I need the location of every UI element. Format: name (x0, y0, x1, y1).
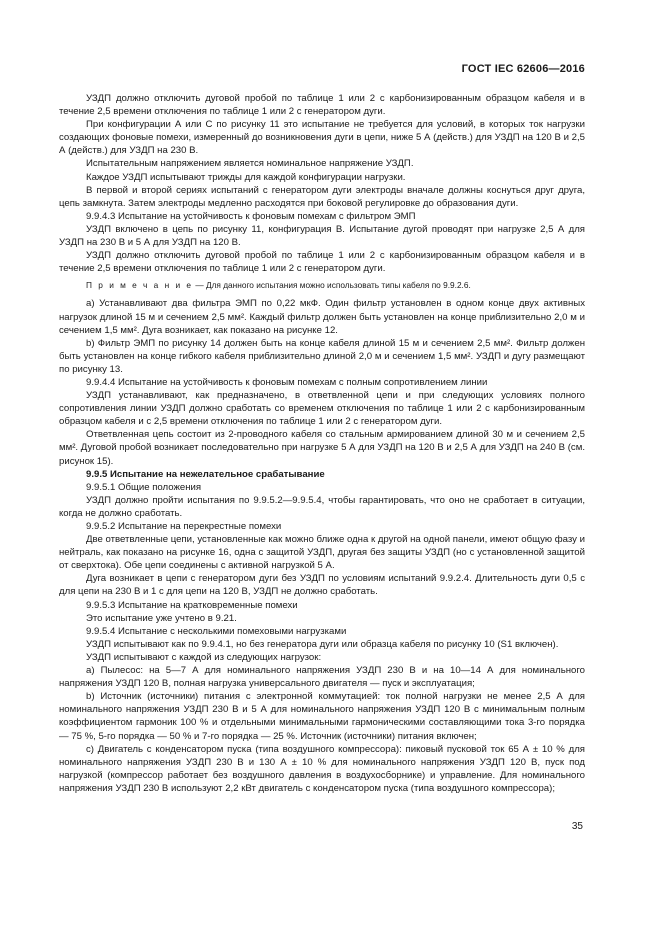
paragraph: УЗДП должно отключить дуговой пробой по таблице 1 или 2 с карбонизированным образцом кабеля и в течение 2,5 времени отключения по таблице 1 или 2 с генератором дуги. (59, 93, 585, 118)
paragraph: Это испытание уже учтено в 9.21. (86, 612, 237, 624)
page-number: 35 (571, 821, 583, 832)
section-heading: 9.9.5.4 Испытание с несколькими помеховыми нагрузками (86, 625, 347, 637)
paragraph: УЗДП включено в цепь по рисунку 11, конфигурация В. Испытание дугой проводят при нагрузке 2,5 А для УЗДП на 230 В и 5 А для УЗДП на 120 В. (59, 223, 585, 249)
section-heading-bold: 9.9.5 Испытание на нежелательное срабатывание (86, 468, 325, 480)
paragraph: УЗДП испытывают с каждой из следующих нагрузок: (86, 651, 322, 663)
note-label: П р и м е ч а н и е (86, 280, 194, 291)
document-header: ГОСТ IEC 62606—2016 (461, 63, 585, 75)
list-item: c) Двигатель с конденсатором пуска (типа воздушного компрессора): пиковый пусковой ток 65 А ± 10 % для номинального напряжения УЗДП 230 В и 130 А ± 10 % для номинального напряжения УЗДП 120 В, пуск под нагрузкой (компрессор работает без воздушного давления в воздухосборнике) и управление. Для номинального напряжения УЗДП 230 В используют 2,2 кВт двигатель с конденсатором пуска (типа воздушного компрессора); (59, 743, 585, 794)
note-text: — Для данного испытания можно использовать типы кабеля по 9.9.2.6. (193, 280, 471, 291)
section-heading: 9.9.5.2 Испытание на перекрестные помехи (86, 521, 282, 532)
paragraph: При конфигурации А или С по рисунку 11 это испытание не требуется для условий, в которых ток нагрузки создающих фоновые помехи, измеренный до возникновения дуги в цепи, ниже 5 А (действ.) для УЗДП на 120 В и 2,5 А (действ.) для УЗДП на 230 В. (59, 119, 585, 157)
paragraph: Испытательным напряжением является номинальное напряжение УЗДП. (86, 158, 414, 170)
section-heading: 9.9.5.1 Общие положения (86, 481, 202, 493)
list-item: a) Устанавливают два фильтра ЭМП по 0,22 мкФ. Один фильтр установлен в одном конце двух активных нагрузок длиной 15 м и сечением 2,5 мм². Каждый фильтр должен быть установлен на конце приблизительно 2,0 м и сечением 1,5 мм². Дуга возникает, как показано на рисунке 12. (59, 298, 585, 336)
section-heading: 9.9.5.3 Испытание на кратковременные помехи (86, 599, 298, 611)
section-heading: 9.9.4.3 Испытание на устойчивость к фоновым помехам с фильтром ЭМП (86, 210, 416, 222)
section-heading: 9.9.4.4 Испытание на устойчивость к фоновым помехам с полным сопротивлением линии (86, 376, 488, 388)
paragraph: УЗДП устанавливают, как предназначено, в ответвленной цепи и при следующих условиях полного сопротивления линии УЗДП должно сработать со временем отключения по таблице 1 или 2 с карбонизированным образцом кабеля и с 2,5 времени отключения по таблице 1 или 2 с генератором дуги. (59, 390, 585, 428)
paragraph: УЗДП испытывают как по 9.9.4.1, но без генератора дуги или образца кабеля по рисунку 10 (S1 включен). (86, 638, 559, 650)
document-body (59, 92, 585, 795)
list-item: b) Фильтр ЭМП по рисунку 14 должен быть на конце кабеля длиной 15 м и сечением 2,5 мм². Фильтр должен быть установлен на конце гибкого кабеля приблизительно длиной 2,0 м и сечением 1,5 мм². УЗДП и дугу размещают по рисунку 13. (59, 337, 585, 375)
paragraph: Ответвленная цепь состоит из 2-проводного кабеля со стальным армированием длиной 30 м и сечением 2,5 мм². Дуговой пробой возникает последовательно при нагрузке 5 А для УЗДП на 120 В и 2,5 А для УЗДП на 240 В (см. рисунок 15). (59, 429, 585, 467)
paragraph: Дуга возникает в цепи с генератором дуги без УЗДП по условиям испытаний 9.9.2.4. Длительность дуги 0,5 с для цепи на 230 В и 1 с для цепи на 120 В, УЗДП не должно сработать. (59, 573, 585, 598)
paragraph: УЗДП должно пройти испытания по 9.9.5.2—9.9.5.4, чтобы гарантировать, что оно не сработает в ситуации, когда не должно сработать. (59, 494, 585, 519)
note (59, 279, 585, 292)
paragraph: УЗДП должно отключить дуговой пробой по таблице 1 или 2 с карбонизированным образцом кабеля и в течение 2,5 времени отключения по таблице 1 или 2 с генератором дуги. (59, 250, 585, 275)
list-item: b) Источник (источники) питания с электронной коммутацией: ток полной нагрузки не менее 2,5 А для номинального напряжения УЗДП 230 В и 5 А для номинального напряжения УЗДП 120 В с минимальным полным коэффициентом гармоник 100 % и отдельными минимальными гармоническими составляющими тока 3-го порядка — 75 %, 5-го порядка — 50 % и 7-го порядка — 25 %. Источник (источники) питания включен; (59, 691, 585, 742)
paragraph: Две ответвленные цепи, установленные как можно ближе одна к другой на одной панели, имеют общую фазу и нейтраль, как показано на рисунке 16, одна с защитой УЗДП, другая без защиты УЗДП (но с установленной защитой от сверхтока). Обе цепи соединены с активной нагрузкой 5 А. (59, 534, 585, 572)
paragraph: В первой и второй сериях испытаний с генератором дуги электроды вначале должны коснуться друг друга, цепь замкнута. Затем электроды медленно расходятся при боковой регулировке до образования дуги. (59, 184, 585, 209)
list-item: a) Пылесос: на 5—7 А для номинального напряжения УЗДП 230 В и на 10—14 А для номинального напряжения УЗДП 120 В, полная нагрузка универсального двигателя — пуск и эксплуатация; (59, 665, 585, 690)
paragraph: Каждое УЗДП испытывают трижды для каждой конфигурации нагрузки. (86, 171, 406, 183)
